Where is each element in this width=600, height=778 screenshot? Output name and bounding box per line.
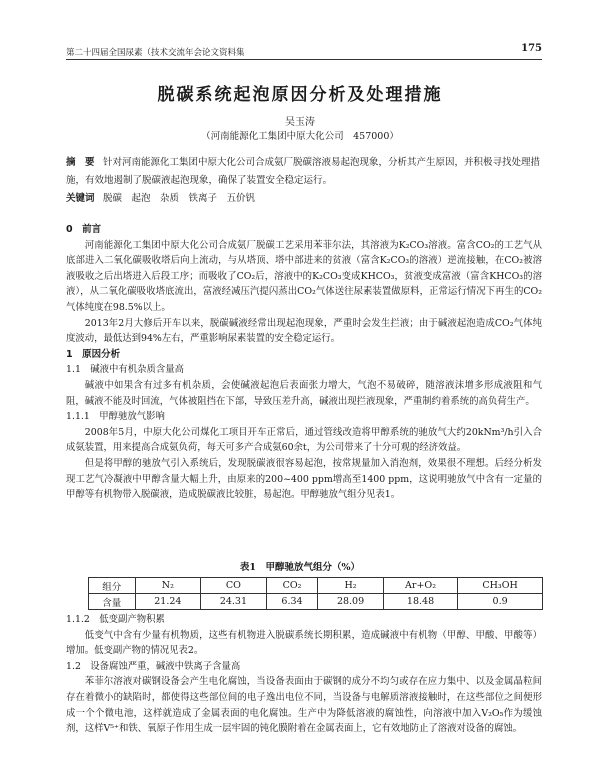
table-header-row: [89, 578, 543, 594]
paragraph: 2013年2月大修后开车以来，脱碳碱液经常出现起泡现象，严重时会发生拦液；由于碱液起泡造成CO₂气体纯度波动，最低达到94%左右，严重影响尿素装置的安全稳定运行。: [66, 317, 542, 345]
paper-title: 脱碳系统起泡原因分析及处理措施: [157, 85, 443, 105]
table-header-cell: H₂: [318, 578, 384, 594]
header-text: 第二十四届全国尿素（技术交流年会论文资料集: [66, 48, 245, 58]
section-heading: 1 原因分析: [66, 348, 121, 360]
data-table: [88, 577, 543, 610]
keywords: [66, 190, 542, 208]
page-number: 175: [521, 43, 542, 54]
table-cell: 28.09: [318, 594, 384, 610]
paragraph: 但是将甲醇的驰放气引入系统后，发现脱碳液很容易起泡，按常规量加入消泡剂，效果很不理想。后经分析发现工艺气冷凝液中甲醇含量大幅上升，由原来的200~400 ppm增高至1400 ppm，这说明驰放气中含有一定量的甲醇等有机物带入脱碳液，造成脱碳液比较脏，易起泡。甲醇驰放气组分见表1。: [66, 457, 542, 501]
table-header-cell: Ar+O₂: [383, 578, 457, 594]
section-heading: 0 前言: [66, 224, 102, 235]
table-cell: 0.9: [458, 594, 543, 610]
body-part-1: [66, 222, 542, 503]
paragraph: 河南能源化工集团中原大化公司合成氨厂脱碳工艺采用苯菲尔法，其溶液为K₂CO₃溶液。富含CO₂的工艺气从底部进入二氧化碳吸收塔后向上流动，与从塔顶、塔中部进来的贫液（富含K₂CO₃的溶液）逆流接触，在CO₂被溶液吸收之后出塔进入后段工序；而吸收了CO₂后，溶液中的K₂CO₃变成KHCO₃，贫液变成富液（富含KHCO₃的溶液），从二氧化碳吸收塔底流出，富液经减压汽提闪蒸出CO₂气体送往尿素装置做原料，正常运行情况下再生的CO₂气体纯度在98.5%以上。: [66, 239, 542, 313]
table-header-cell: CH₃OH: [458, 578, 543, 594]
paragraph: 2008年5月，中原大化公司煤化工项目开车正常后，通过管线改造将甲醇系统的驰放气大约20kNm³/h引入合成氨装置，用来提高合成氨负荷，每天可多产合成氨60余t，为公司带来了十分可观的经济效益。: [66, 426, 542, 454]
table-caption: 表1 甲醇驰放气组分（%）: [239, 562, 361, 573]
affiliation: （河南能源化工集团中原大化公司 457000）: [201, 131, 399, 142]
subsection-heading: 1.1.2 低变副产物积累: [66, 614, 165, 625]
paragraph: 低变气中含有少量有机物质，这些有机物进入脱碳系统长期积累，造成碱液中有机物（甲醇、甲酸、甲酸等）增加。低变副产物的情况见表2。: [66, 629, 542, 657]
table-header-cell: 组分: [89, 578, 136, 594]
table-header-cell: N₂: [135, 578, 201, 594]
keywords-text: 脱碳 起泡 杂质 铁离子 五价钒: [103, 193, 256, 204]
table-header-cell: CO: [201, 578, 267, 594]
body-part-2: [66, 612, 542, 737]
table-cell: 含量: [89, 594, 136, 610]
table-header-cell: CO₂: [266, 578, 318, 594]
subsection-heading: 1.1.1 甲醇驰放气影响: [66, 411, 165, 423]
table-row: [89, 594, 543, 610]
table-cell: 21.24: [135, 594, 201, 610]
subsection-heading: 1.2 设备腐蚀严重，碱液中铁离子含量高: [66, 660, 241, 672]
running-header: [66, 43, 542, 60]
table-cell: 24.31: [201, 594, 267, 610]
abstract: [66, 154, 542, 190]
paragraph: 碱液中如果含有过多有机杂质，会使碱液起泡后表面张力增大，气泡不易破碎，随溶液沫增多形成液阻和气阻，碱液不能及时回流，气体被阻挡在下部，导致压差升高，碱液出现拦液现象，严重制约着系统的高负荷生产。: [66, 379, 542, 407]
paragraph: 苯菲尔溶液对碳钢设备会产生电化腐蚀，当设备表面由于碳钢的成分不均匀或存在应力集中、以及金属晶粒间存在着微小的缺陷时，都使得这些部位间的电子逸出电位不同，当设备与电解质溶液接触时，在这些部位之间便形成一个个微电池，这样就造成了金属表面的电化腐蚀。生产中为降低溶液的腐蚀性，向溶液中加入V₂O₅作为缓蚀剂，这样V⁵⁺和铁、氧原子作用生成一层牢固的钝化膜附着在金属表面上，它有效地防止了溶液对设备的腐蚀。: [66, 676, 542, 735]
abstract-label: 摘 要: [66, 157, 95, 168]
abstract-text: 针对河南能源化工集团中原大化公司合成氨厂脱碳溶液易起泡现象，分析其产生原因，并积极寻找处理措施，有效地遏制了脱碳液起泡现象，确保了装置安全稳定运行。: [66, 157, 541, 186]
table-cell: 6.34: [266, 594, 318, 610]
subsection-heading: 1.1 碱液中有机杂质含量高: [66, 364, 185, 376]
keywords-label: 关键词: [66, 193, 95, 204]
table-cell: 18.48: [383, 594, 457, 610]
author: 吴玉涛: [285, 117, 315, 128]
